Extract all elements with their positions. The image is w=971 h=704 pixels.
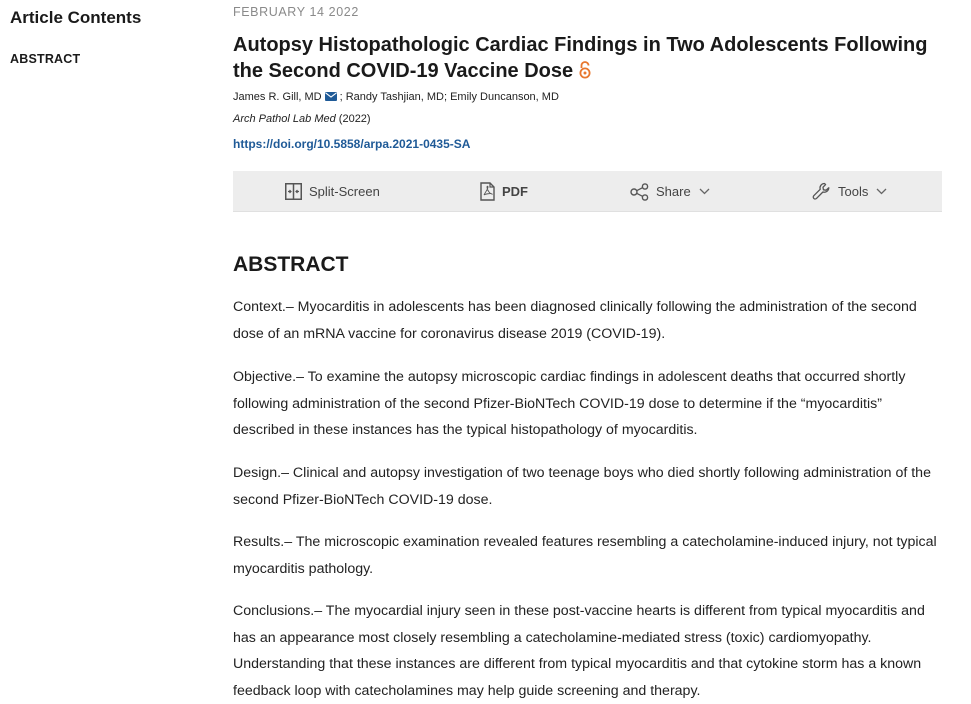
abstract-design: Design.– Clinical and autopsy investigation of two teenage boys who died shortly following administration of the second Pfizer-BioNTech COVID-19 dose. (233, 465, 931, 508)
author-list (233, 91, 559, 104)
abstract-results: Results.– The microscopic examination revealed features resembling a catecholamine-induced injury, not typical myocarditis pathology. (233, 534, 937, 577)
pdf-button[interactable] (480, 171, 528, 212)
publish-date: FEBRUARY 14 2022 (233, 5, 359, 19)
article-contents-sidebar (10, 8, 210, 66)
sidebar-item-abstract[interactable]: ABSTRACT (10, 52, 81, 66)
tools-label: Tools (838, 184, 869, 199)
article-toolbar (233, 171, 942, 212)
sidebar-title: Article Contents (10, 8, 142, 27)
citation-year: (2022) (335, 113, 371, 125)
article-title (233, 32, 943, 86)
chevron-down-icon (876, 188, 887, 195)
abstract-context: Context.– Myocarditis in adolescents has been diagnosed clinically following the administration of the second dose of an mRNA vaccine for coronavirus disease 2019 (COVID-19). (233, 299, 917, 342)
author-link-primary[interactable]: James R. Gill, MD (233, 91, 322, 103)
tools-dropdown[interactable] (812, 171, 887, 212)
pdf-file-icon (480, 182, 495, 201)
mail-icon[interactable] (325, 92, 337, 104)
share-dropdown[interactable] (630, 171, 710, 212)
author-list-rest[interactable]: ; Randy Tashjian, MD; Emily Duncanson, MD (339, 91, 559, 103)
split-screen-icon (285, 183, 302, 200)
abstract-conclusions: Conclusions.– The myocardial injury seen in these post-vaccine hearts is different from typical myocarditis and has an appearance most closely resembling a catecholamine-mediated stress (toxic) cardiomyopathy. Understanding that these instances are different from typical myocarditis and that cytokine storm has a known feedback loop with catecholamines may help guide screening and therapy. (233, 603, 925, 699)
abstract-heading: ABSTRACT (233, 253, 349, 276)
share-icon (630, 183, 649, 201)
article-title-text: Autopsy Histopathologic Cardiac Findings in Two Adolescents Following the Second COVID-19 Vaccine Dose (233, 34, 928, 82)
share-label: Share (656, 184, 691, 199)
open-access-lock-icon (578, 60, 592, 86)
doi-link[interactable]: https://doi.org/10.5858/arpa.2021-0435-SA (233, 137, 471, 151)
abstract-objective: Objective.– To examine the autopsy microscopic cardiac findings in adolescent deaths that occurred shortly following administration of the second Pfizer-BioNTech COVID-19 dose to determine if the “myocarditis” described in these instances has the typical histopathology of myocarditis. (233, 369, 906, 438)
split-screen-label: Split-Screen (309, 184, 380, 199)
journal-name: Arch Pathol Lab Med (233, 113, 336, 125)
wrench-icon (812, 182, 831, 201)
pdf-label: PDF (502, 184, 528, 199)
citation (233, 113, 371, 125)
split-screen-button[interactable] (285, 171, 380, 212)
chevron-down-icon (699, 188, 710, 195)
